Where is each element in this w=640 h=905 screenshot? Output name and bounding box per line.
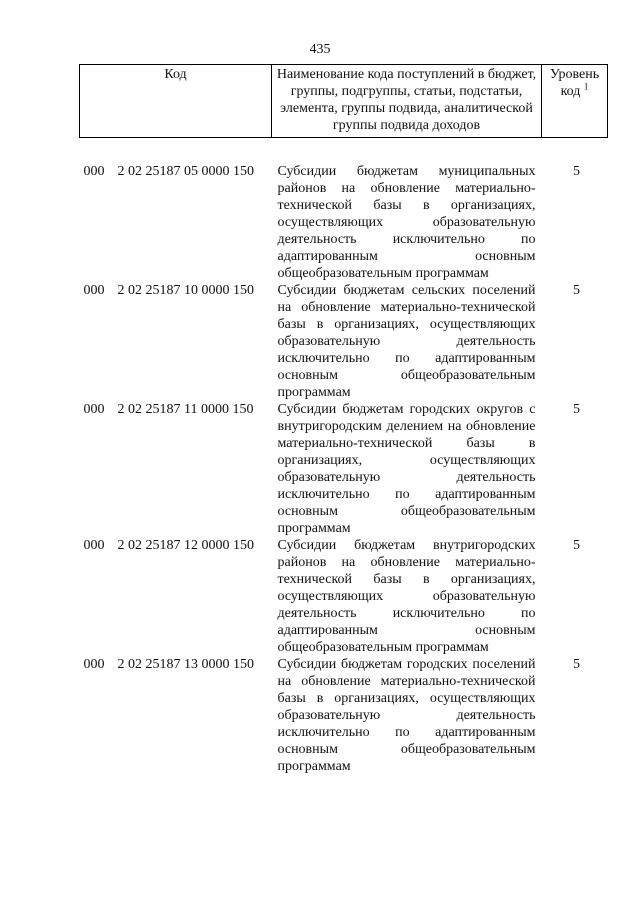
income-code: 2 02 25187 05 0000 150 [117,164,254,179]
table-row [80,282,608,401]
code-cell [80,282,272,401]
code-prefix: 000 [83,283,105,298]
code-cell [80,401,272,537]
header-level [542,65,608,138]
income-codes-table [79,64,608,775]
level-cell [542,656,608,775]
code-level: 5 [573,657,580,672]
table-row [80,537,608,656]
page-number: 435 [309,42,331,57]
code-prefix: 000 [83,538,105,553]
code-prefix: 000 [83,402,105,417]
code-level: 5 [573,283,580,298]
header-level-label: Уровень код [549,67,600,99]
income-code: 2 02 25187 10 0000 150 [117,283,254,298]
code-cell [80,163,272,282]
header-code: Код [80,65,272,138]
code-name: Субсидии бюджетам внутригородских районов на обновление материально-технической базы в организациях, осуществляющих образовательную деятельность исключительно по адаптированным основным общеобразовательным программам [277,538,536,655]
income-code: 2 02 25187 13 0000 150 [117,657,254,672]
code-name: Субсидии бюджетам сельских поселений на обновление материально-технической базы в организациях, осуществляющих образовательную деятельность исключительно по адаптированным основным общеобразовательным программам [277,283,536,400]
level-cell [542,282,608,401]
code-prefix: 000 [83,657,105,672]
code-name: Субсидии бюджетам городских поселений на обновление материально-технической базы в организациях, осуществляющих образовательную деятельность исключительно по адаптированным основным общеобразовательным программам [277,657,536,774]
code-level: 5 [573,538,580,553]
code-name: Субсидии бюджетам городских округов с внутригородским делением на обновление материально-технической базы в организациях, осуществляющих образовательную деятельность исключительно по адаптированным основным общеобразовательным программам [277,402,536,536]
table-row [80,401,608,537]
level-cell [542,537,608,656]
income-code: 2 02 25187 11 0000 150 [117,402,254,417]
code-level: 5 [573,402,580,417]
table-body [80,138,608,776]
code-name: Субсидии бюджетам муниципальных районов на обновление материально-технической базы в организациях, осуществляющих образовательную деятельность исключительно по адаптированным основным общеобразовательным программам [277,164,536,281]
table-row [80,656,608,775]
code-prefix: 000 [83,164,105,179]
code-cell [80,656,272,775]
level-cell [542,401,608,537]
income-code: 2 02 25187 12 0000 150 [117,538,254,553]
table-header [80,65,608,138]
code-level: 5 [573,164,580,179]
code-cell [80,537,272,656]
level-cell [542,163,608,282]
header-level-footnote: 1 [583,81,589,92]
header-name: Наименование кода поступлений в бюджет, группы, подгруппы, статьи, подстатьи, элемента, группы подвида, аналитической группы подвида доходов [272,65,542,138]
table-row [80,163,608,282]
